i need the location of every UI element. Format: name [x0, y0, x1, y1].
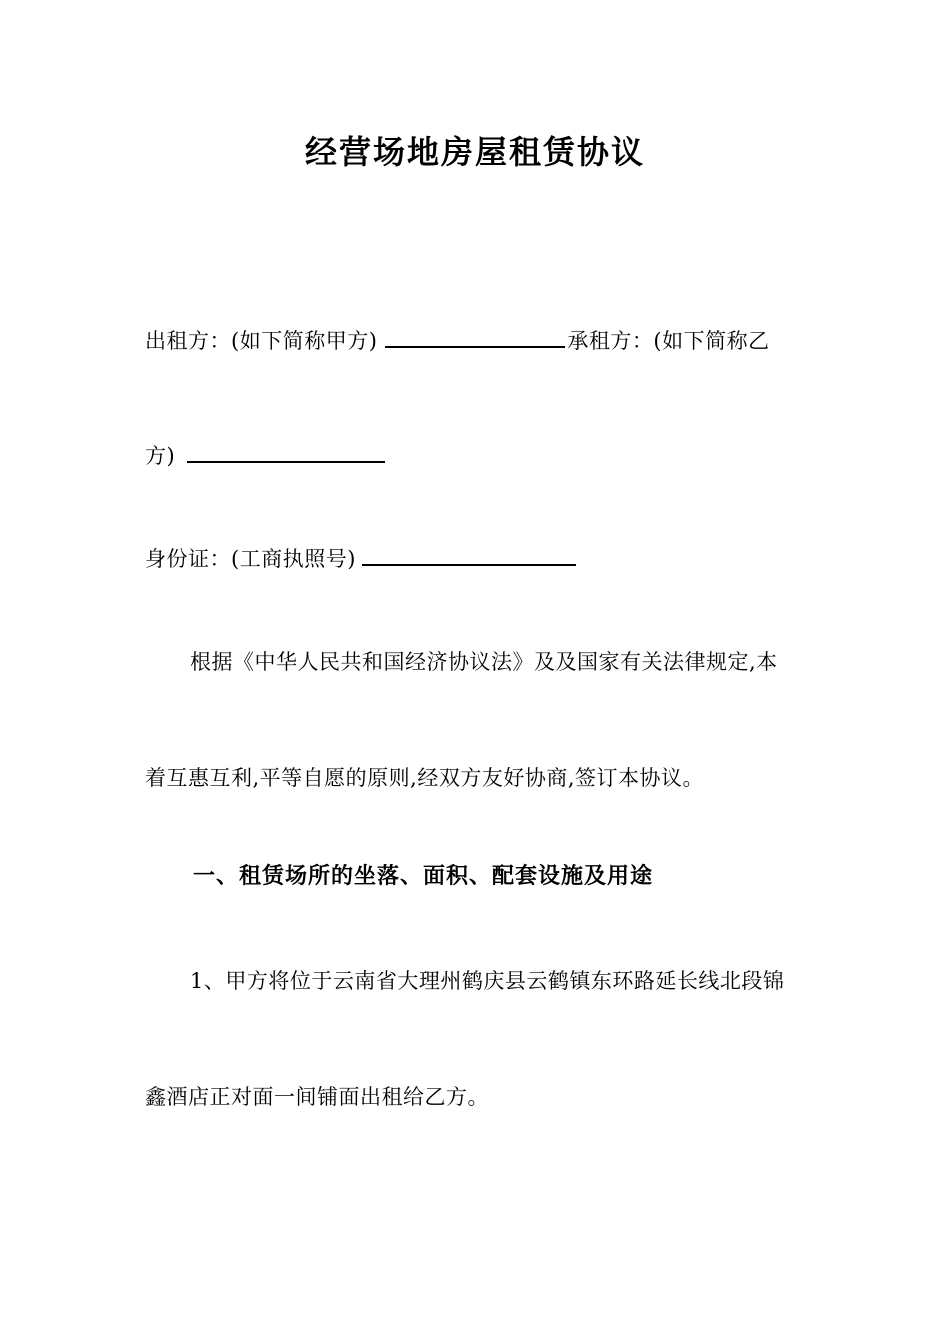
preamble-line-1: 根据《中华人民共和国经济协议法》及及国家有关法律规定,本	[190, 650, 778, 674]
party-line-2	[145, 441, 385, 470]
id-label: 身份证：(工商执照号)	[145, 547, 356, 571]
party-line-1	[145, 326, 770, 355]
lessor-name-blank	[385, 326, 565, 348]
document-title: 经营场地房屋租赁协议	[304, 133, 645, 171]
lessee-name-blank	[187, 441, 385, 463]
id-line	[145, 544, 576, 573]
clause-1-line-1: 1、甲方将位于云南省大理州鹤庆县云鹤镇东环路延长线北段锦	[190, 969, 785, 993]
lessor-label: 出租方：(如下简称甲方)	[145, 329, 378, 353]
preamble-line-2: 着互惠互利,平等自愿的原则,经双方友好协商,签订本协议。	[145, 766, 705, 790]
clause-1-line-2: 鑫酒店正对面一间铺面出租给乙方。	[145, 1085, 489, 1109]
lessee-label: 承租方：(如下简称乙	[567, 329, 770, 353]
section-1-heading: 一、租赁场所的坐落、面积、配套设施及用途	[193, 864, 654, 889]
lessee-label-continued: 方)	[145, 444, 176, 468]
id-number-blank	[362, 544, 576, 566]
